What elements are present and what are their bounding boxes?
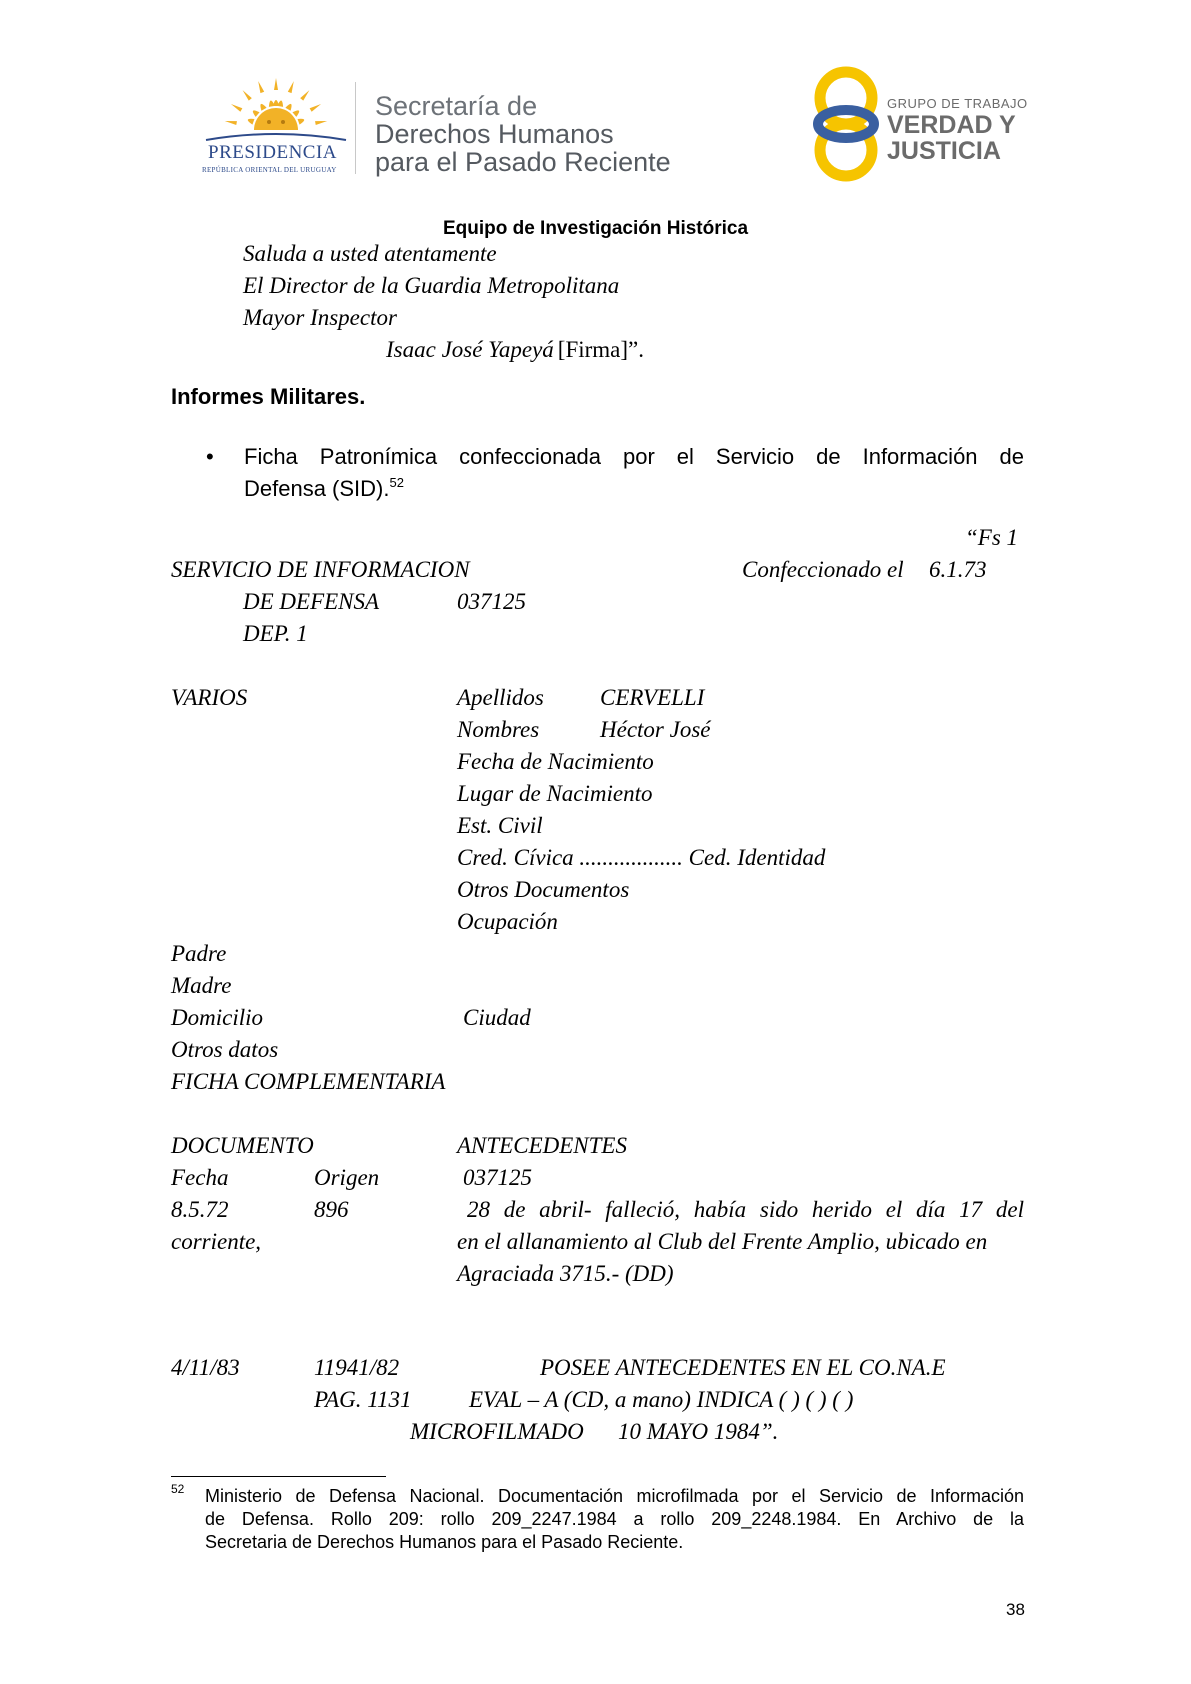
row1-text-line1: 28 de abril- falleció, había sido herido el día 17 del [467, 1197, 1024, 1222]
fs-label: “Fs 1 [965, 525, 1019, 550]
antecedentes-number: 037125 [463, 1165, 532, 1190]
documento-header: DOCUMENTO [171, 1133, 314, 1158]
varios-label: VARIOS [171, 685, 248, 710]
footnote-line1: Ministerio de Defensa Nacional. Documentación microfilmada por el Servicio de Información [205, 1486, 1024, 1506]
row1-origen: 896 [314, 1197, 349, 1222]
org-line1: SERVICIO DE INFORMACION [171, 557, 470, 582]
ficha-complementaria-label: FICHA COMPLEMENTARIA [171, 1069, 446, 1094]
bullet-text-end: Defensa (SID). [244, 476, 390, 501]
madre-label: Madre [171, 973, 232, 998]
secretaria-line2: Derechos Humanos [375, 119, 614, 149]
footnote-ref: 52 [389, 475, 404, 490]
secretaria-logo-text [375, 92, 671, 176]
row2-text: POSEE ANTECEDENTES EN EL CO.NA.E [540, 1355, 946, 1380]
cred-civica-label: Cred. Cívica .................. Ced. Identidad [457, 845, 826, 870]
footnote-line2: de Defensa. Rollo 209: rollo 209_2247.1984 a rollo 209_2248.1984. En Archivo de la [205, 1509, 1024, 1529]
footnote-line3: Secretaria de Derechos Humanos para el Pasado Reciente. [205, 1532, 684, 1552]
bullet-text-line1: Ficha Patronímica confeccionada por el Servicio de Información de [244, 444, 1024, 469]
ocupacion-label: Ocupación [457, 909, 558, 934]
footnote-separator [171, 1476, 386, 1477]
closing-line3: Mayor Inspector [243, 305, 397, 330]
signature-note: [Firma]”. [557, 337, 645, 362]
domicilio-label: Domicilio [171, 1005, 263, 1030]
page-number: 38 [1006, 1600, 1025, 1619]
microfilmado-label: MICROFILMADO [410, 1419, 584, 1444]
bullet-symbol: • [206, 444, 214, 469]
secretaria-line1: Secretaría de [375, 91, 538, 121]
apellidos-value: CERVELLI [600, 685, 705, 710]
gtvj-text [887, 96, 1028, 164]
padre-label: Padre [171, 941, 227, 966]
row2-origen: 11941/82 [314, 1355, 400, 1380]
closing-line1: Saluda a usted atentamente [243, 241, 497, 266]
row1-continuation: corriente, [171, 1229, 262, 1254]
otros-documentos-label: Otros Documentos [457, 877, 630, 902]
fecha-header: Fecha [171, 1165, 229, 1190]
org-line2: DE DEFENSA [243, 589, 380, 614]
presidencia-subtitle: REPÚBLICA ORIENTAL DEL URUGUAY [202, 166, 337, 174]
secretaria-line3: para el Pasado Reciente [375, 147, 671, 177]
presidencia-name: PRESIDENCIA [208, 142, 338, 163]
closing-signature [386, 337, 644, 363]
row2-pag: PAG. 1131 [314, 1387, 412, 1412]
nombres-value: Héctor José [600, 717, 711, 742]
presidencia-logo [196, 78, 356, 178]
apellidos-label: Apellidos [457, 685, 544, 710]
row2-fecha: 4/11/83 [171, 1355, 240, 1380]
org-line3: DEP. 1 [243, 621, 308, 646]
footnote-number: 52 [171, 1482, 185, 1496]
row2-eval: EVAL – A (CD, a mano) INDICA ( ) ( ) ( ) [469, 1387, 854, 1412]
gtvj-line2: VERDAD Y [887, 111, 1016, 139]
closing-line2: El Director de la Guardia Metropolitana [243, 273, 620, 298]
otros-datos-label: Otros datos [171, 1037, 279, 1062]
gtvj-line1: GRUPO DE TRABAJO [887, 96, 1028, 111]
row1-text-line2: en el allanamiento al Club del Frente Amplio, ubicado en [457, 1229, 988, 1254]
gtvj-rings-icon [810, 62, 882, 186]
fecha-nacimiento-label: Fecha de Nacimiento [457, 749, 654, 774]
org-number: 037125 [457, 589, 526, 614]
confeccionado-label: Confeccionado el [742, 557, 904, 582]
confeccionado-date: 6.1.73 [929, 557, 987, 582]
ciudad-label: Ciudad [463, 1005, 531, 1030]
nombres-label: Nombres [457, 717, 540, 742]
est-civil-label: Est. Civil [457, 813, 543, 838]
gtvj-line3: JUSTICIA [887, 137, 1001, 165]
team-title: Equipo de Investigación Histórica [442, 218, 749, 239]
header-divider [355, 82, 356, 174]
signer-name: Isaac José Yapeyá [386, 337, 554, 362]
bullet-text-line2 [244, 476, 404, 502]
antecedentes-header: ANTECEDENTES [457, 1133, 627, 1158]
section-heading: Informes Militares. [171, 384, 366, 409]
lugar-nacimiento-label: Lugar de Nacimiento [457, 781, 653, 806]
origen-header: Origen [314, 1165, 380, 1190]
microfilmado-date: 10 MAYO 1984”. [618, 1419, 779, 1444]
row1-fecha: 8.5.72 [171, 1197, 229, 1222]
row1-text-line3: Agraciada 3715.- (DD) [457, 1261, 674, 1286]
sun-emblem-icon [196, 78, 356, 148]
